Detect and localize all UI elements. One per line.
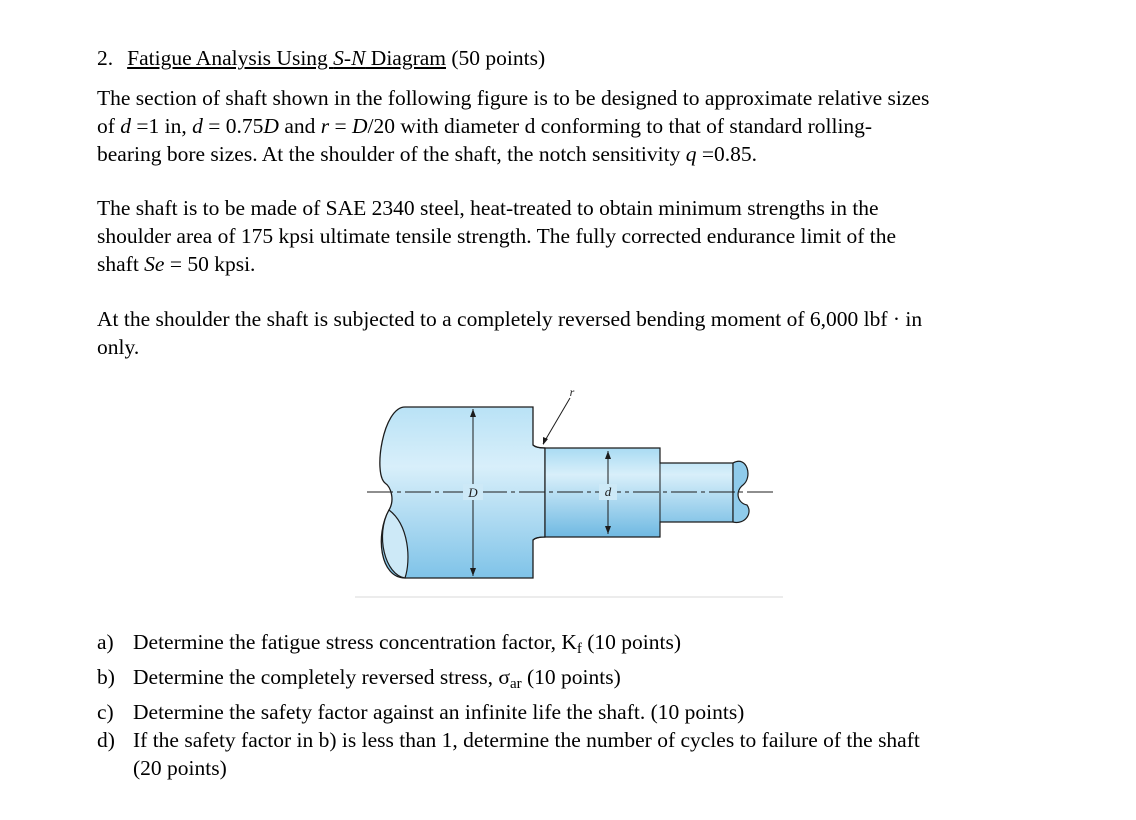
shaft-shoulder-figure bbox=[355, 385, 785, 600]
question-d: d) If the safety factor in b) is less than 1, determine the number of cycles to failure of the shaft (20 points) bbox=[97, 728, 920, 780]
question-c: c) Determine the safety factor against an infinite life the shaft. (10 points) bbox=[97, 700, 745, 724]
paragraph-loading: At the shoulder the shaft is subjected to a completely reversed bending moment of 6,000 lbf · in only. bbox=[97, 307, 923, 359]
label-d: d bbox=[604, 484, 612, 499]
label-D: D bbox=[468, 485, 478, 500]
questions-list bbox=[97, 628, 1057, 782]
section-points: (50 points) bbox=[451, 46, 546, 70]
section-number: 2. bbox=[97, 46, 114, 70]
question-b: b) Determine the completely reversed stress, $\sigma_{ar}$ (10 points) bbox=[97, 665, 621, 692]
paragraph-material: The shaft is to be made of SAE 2340 steel, heat-treated to obtain minimum strengths in the shoulder area of 175 kpsi ultimate tensile strength. The fully corrected endurance limit of the shaft Se = 50 kpsi. bbox=[97, 196, 897, 276]
question-a: a) Determine the fatigue stress concentration factor, $K_f$ (10 points) bbox=[97, 630, 682, 657]
label-r: r bbox=[569, 385, 575, 399]
fillet-radius-leader bbox=[543, 398, 570, 444]
section-heading bbox=[97, 44, 545, 72]
section-title: Fatigue Analysis Using S-N Diagram bbox=[127, 46, 447, 70]
paragraph-shaft-section: The section of shaft shown in the following figure is to be designed to approximate relative sizes of d =1 in, d = 0.75D and r = D/20 with diameter d conforming to that of standard rolling- bearing bore sizes. At the shoulder of the shaft, the notch sensitivity q =0.85. bbox=[97, 86, 930, 166]
